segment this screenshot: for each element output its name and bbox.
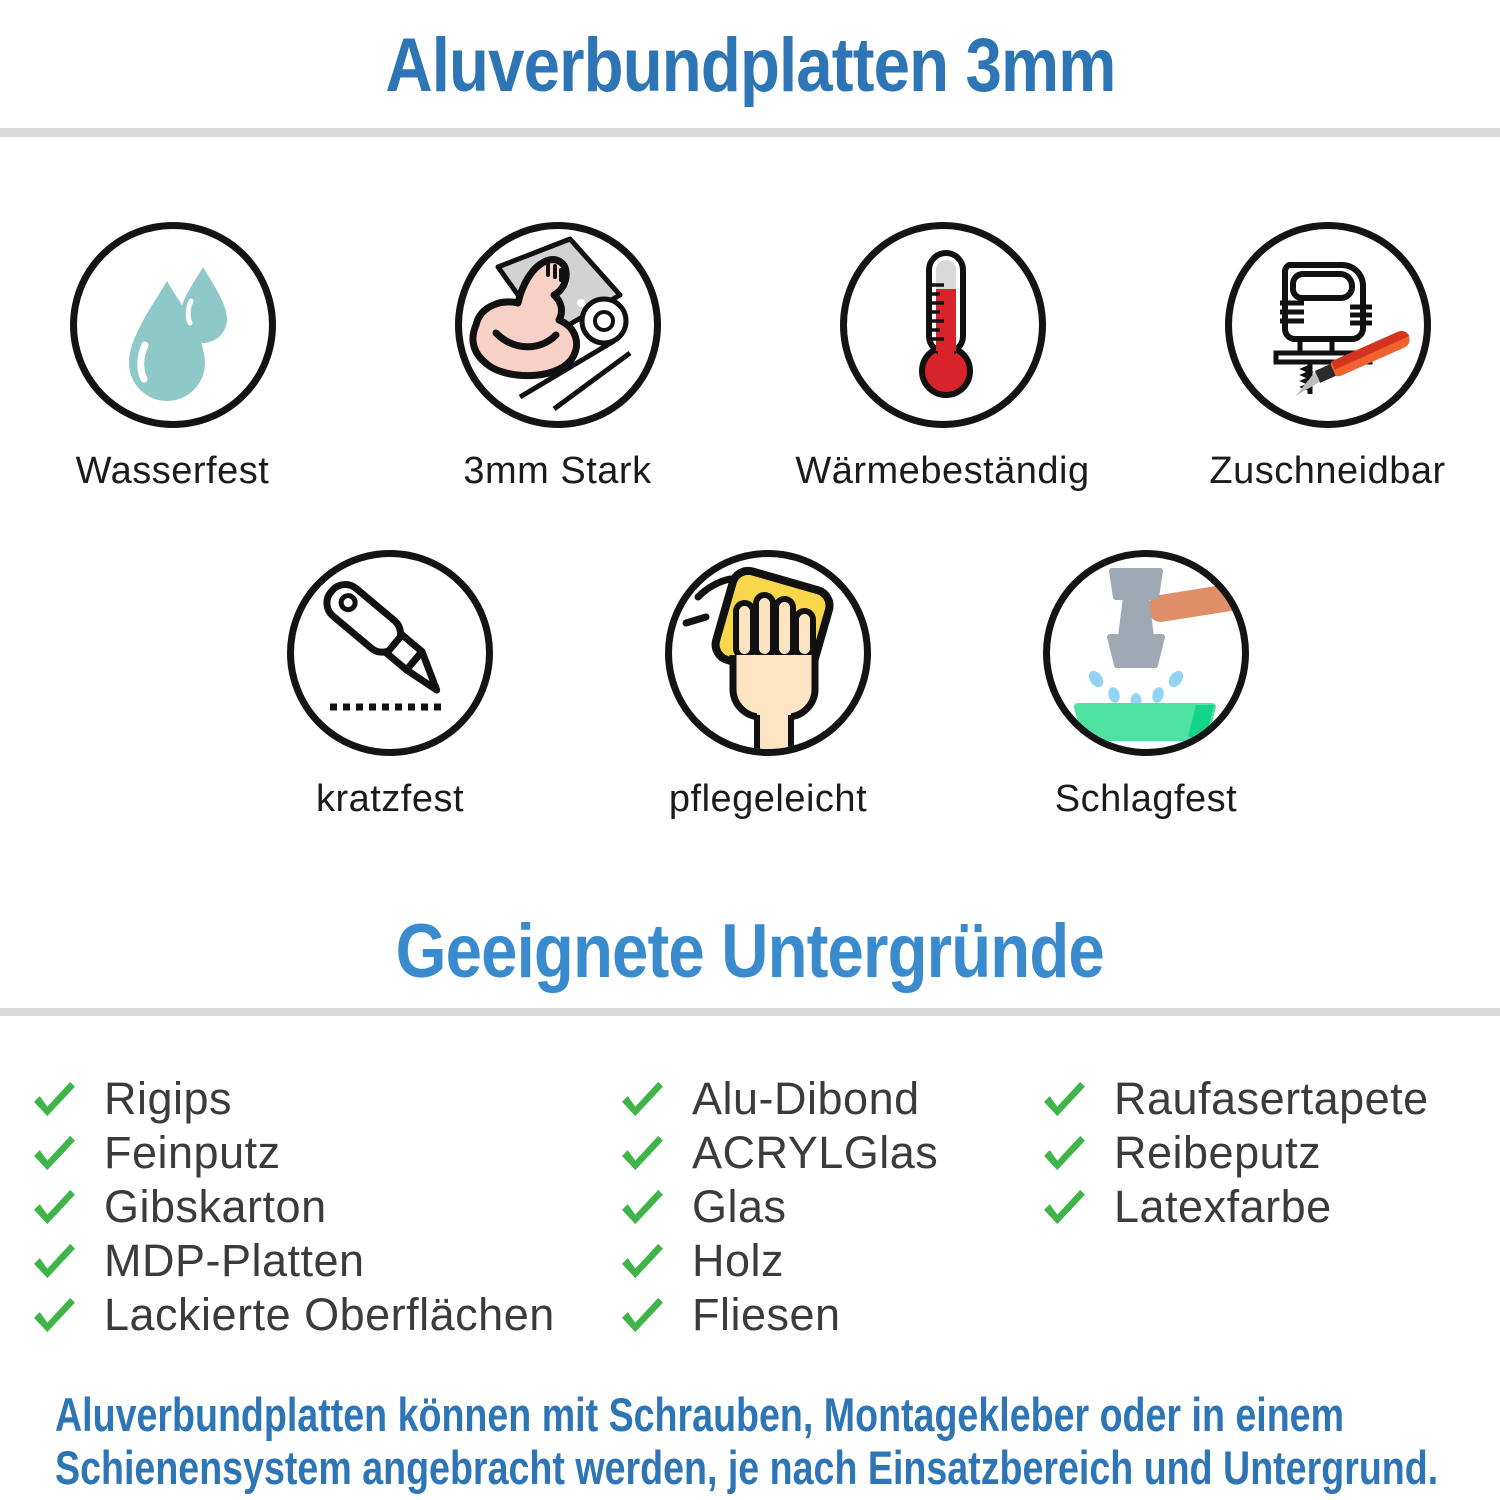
jigsaw-cutter-graphic	[1232, 229, 1424, 421]
footer-line-2: Schienensystem angebracht werden, je nach Einsatzbereich und Untergrund.	[55, 1441, 1439, 1494]
substrates-column-2	[618, 1072, 938, 1342]
cleaning-hand-graphic	[672, 557, 864, 749]
divider-bar-section	[0, 1008, 1500, 1016]
checkmark-icon	[30, 1241, 78, 1281]
checkmark-icon	[1040, 1187, 1088, 1227]
utility-knife-graphic	[294, 557, 486, 749]
substrate-label: Raufasertapete	[1114, 1073, 1429, 1124]
substrate-label: MDP-Platten	[104, 1235, 365, 1286]
page-title-text: Aluverbundplatten 3mm	[384, 23, 1116, 108]
checkmark-icon	[618, 1133, 666, 1173]
substrate-label: Alu-Dibond	[692, 1073, 920, 1124]
feature-3mm-stark	[388, 222, 728, 493]
checkmark-icon	[618, 1187, 666, 1227]
substrate-item	[618, 1126, 938, 1180]
feature-label: Zuschneidbar	[1209, 450, 1446, 492]
substrate-label: Holz	[692, 1235, 785, 1286]
substrate-item	[618, 1288, 938, 1342]
feature-schlagfest	[976, 550, 1316, 821]
feature-pflegeleicht	[598, 550, 938, 821]
substrates-column-1	[30, 1072, 555, 1342]
feature-zuschneidbar	[1158, 222, 1498, 493]
feature-label: pflegeleicht	[668, 778, 868, 820]
feature-label: kratzfest	[315, 778, 465, 820]
checkmark-icon	[618, 1295, 666, 1335]
page-title	[0, 23, 1500, 108]
substrate-label: Gibskarton	[104, 1181, 327, 1232]
feature-waermebestaendig	[773, 222, 1113, 493]
cleaning-hand-icon	[665, 550, 871, 756]
feature-kratzfest	[220, 550, 560, 821]
divider-bar-top	[0, 128, 1500, 137]
substrate-item	[618, 1180, 938, 1234]
feature-label: Wasserfest	[75, 450, 270, 492]
water-drops-graphic	[77, 229, 269, 421]
substrate-item	[1040, 1072, 1429, 1126]
feature-wasserfest	[3, 222, 343, 493]
substrate-label: Feinputz	[104, 1127, 281, 1178]
substrate-label: Reibeputz	[1114, 1127, 1322, 1178]
substrates-column-3	[1040, 1072, 1429, 1234]
water-drops-icon	[70, 222, 276, 428]
section-title-text: Geeignete Untergründe	[395, 909, 1105, 994]
substrate-item	[30, 1180, 555, 1234]
substrate-item	[30, 1072, 555, 1126]
thermometer-icon	[840, 222, 1046, 428]
checkmark-icon	[30, 1187, 78, 1227]
checkmark-icon	[30, 1295, 78, 1335]
substrate-item	[30, 1126, 555, 1180]
substrate-label: Glas	[692, 1181, 787, 1232]
features-row-1	[0, 222, 1500, 493]
substrate-label: Lackierte Oberflächen	[104, 1289, 555, 1340]
substrate-item	[618, 1234, 938, 1288]
substrate-label: Rigips	[104, 1073, 233, 1124]
checkmark-icon	[1040, 1079, 1088, 1119]
muscle-arm-graphic	[462, 229, 654, 421]
feature-label: Wärmebeständig	[795, 450, 1090, 492]
hammer-impact-graphic	[1050, 557, 1242, 749]
substrate-label: Latexfarbe	[1114, 1181, 1332, 1232]
checkmark-icon	[30, 1133, 78, 1173]
footer-note	[55, 1388, 1500, 1494]
utility-knife-icon	[287, 550, 493, 756]
checkmark-icon	[30, 1079, 78, 1119]
checkmark-icon	[618, 1079, 666, 1119]
substrate-item	[618, 1072, 938, 1126]
section-title	[0, 909, 1500, 994]
substrate-item	[1040, 1180, 1429, 1234]
features-row-2	[18, 550, 1500, 821]
feature-label: Schlagfest	[1054, 778, 1238, 820]
muscle-arm-icon	[455, 222, 661, 428]
substrate-item	[30, 1234, 555, 1288]
thermometer-graphic	[847, 229, 1039, 421]
substrate-item	[1040, 1126, 1429, 1180]
substrate-label: ACRYLGlas	[692, 1127, 939, 1178]
substrate-label: Fliesen	[692, 1289, 841, 1340]
hammer-impact-icon	[1043, 550, 1249, 756]
substrate-item	[30, 1288, 555, 1342]
checkmark-icon	[1040, 1133, 1088, 1173]
checkmark-icon	[618, 1241, 666, 1281]
feature-label: 3mm Stark	[463, 450, 652, 492]
footer-line-1: Aluverbundplatten können mit Schrauben, Montagekleber oder in einem	[55, 1388, 1345, 1441]
jigsaw-cutter-icon	[1225, 222, 1431, 428]
